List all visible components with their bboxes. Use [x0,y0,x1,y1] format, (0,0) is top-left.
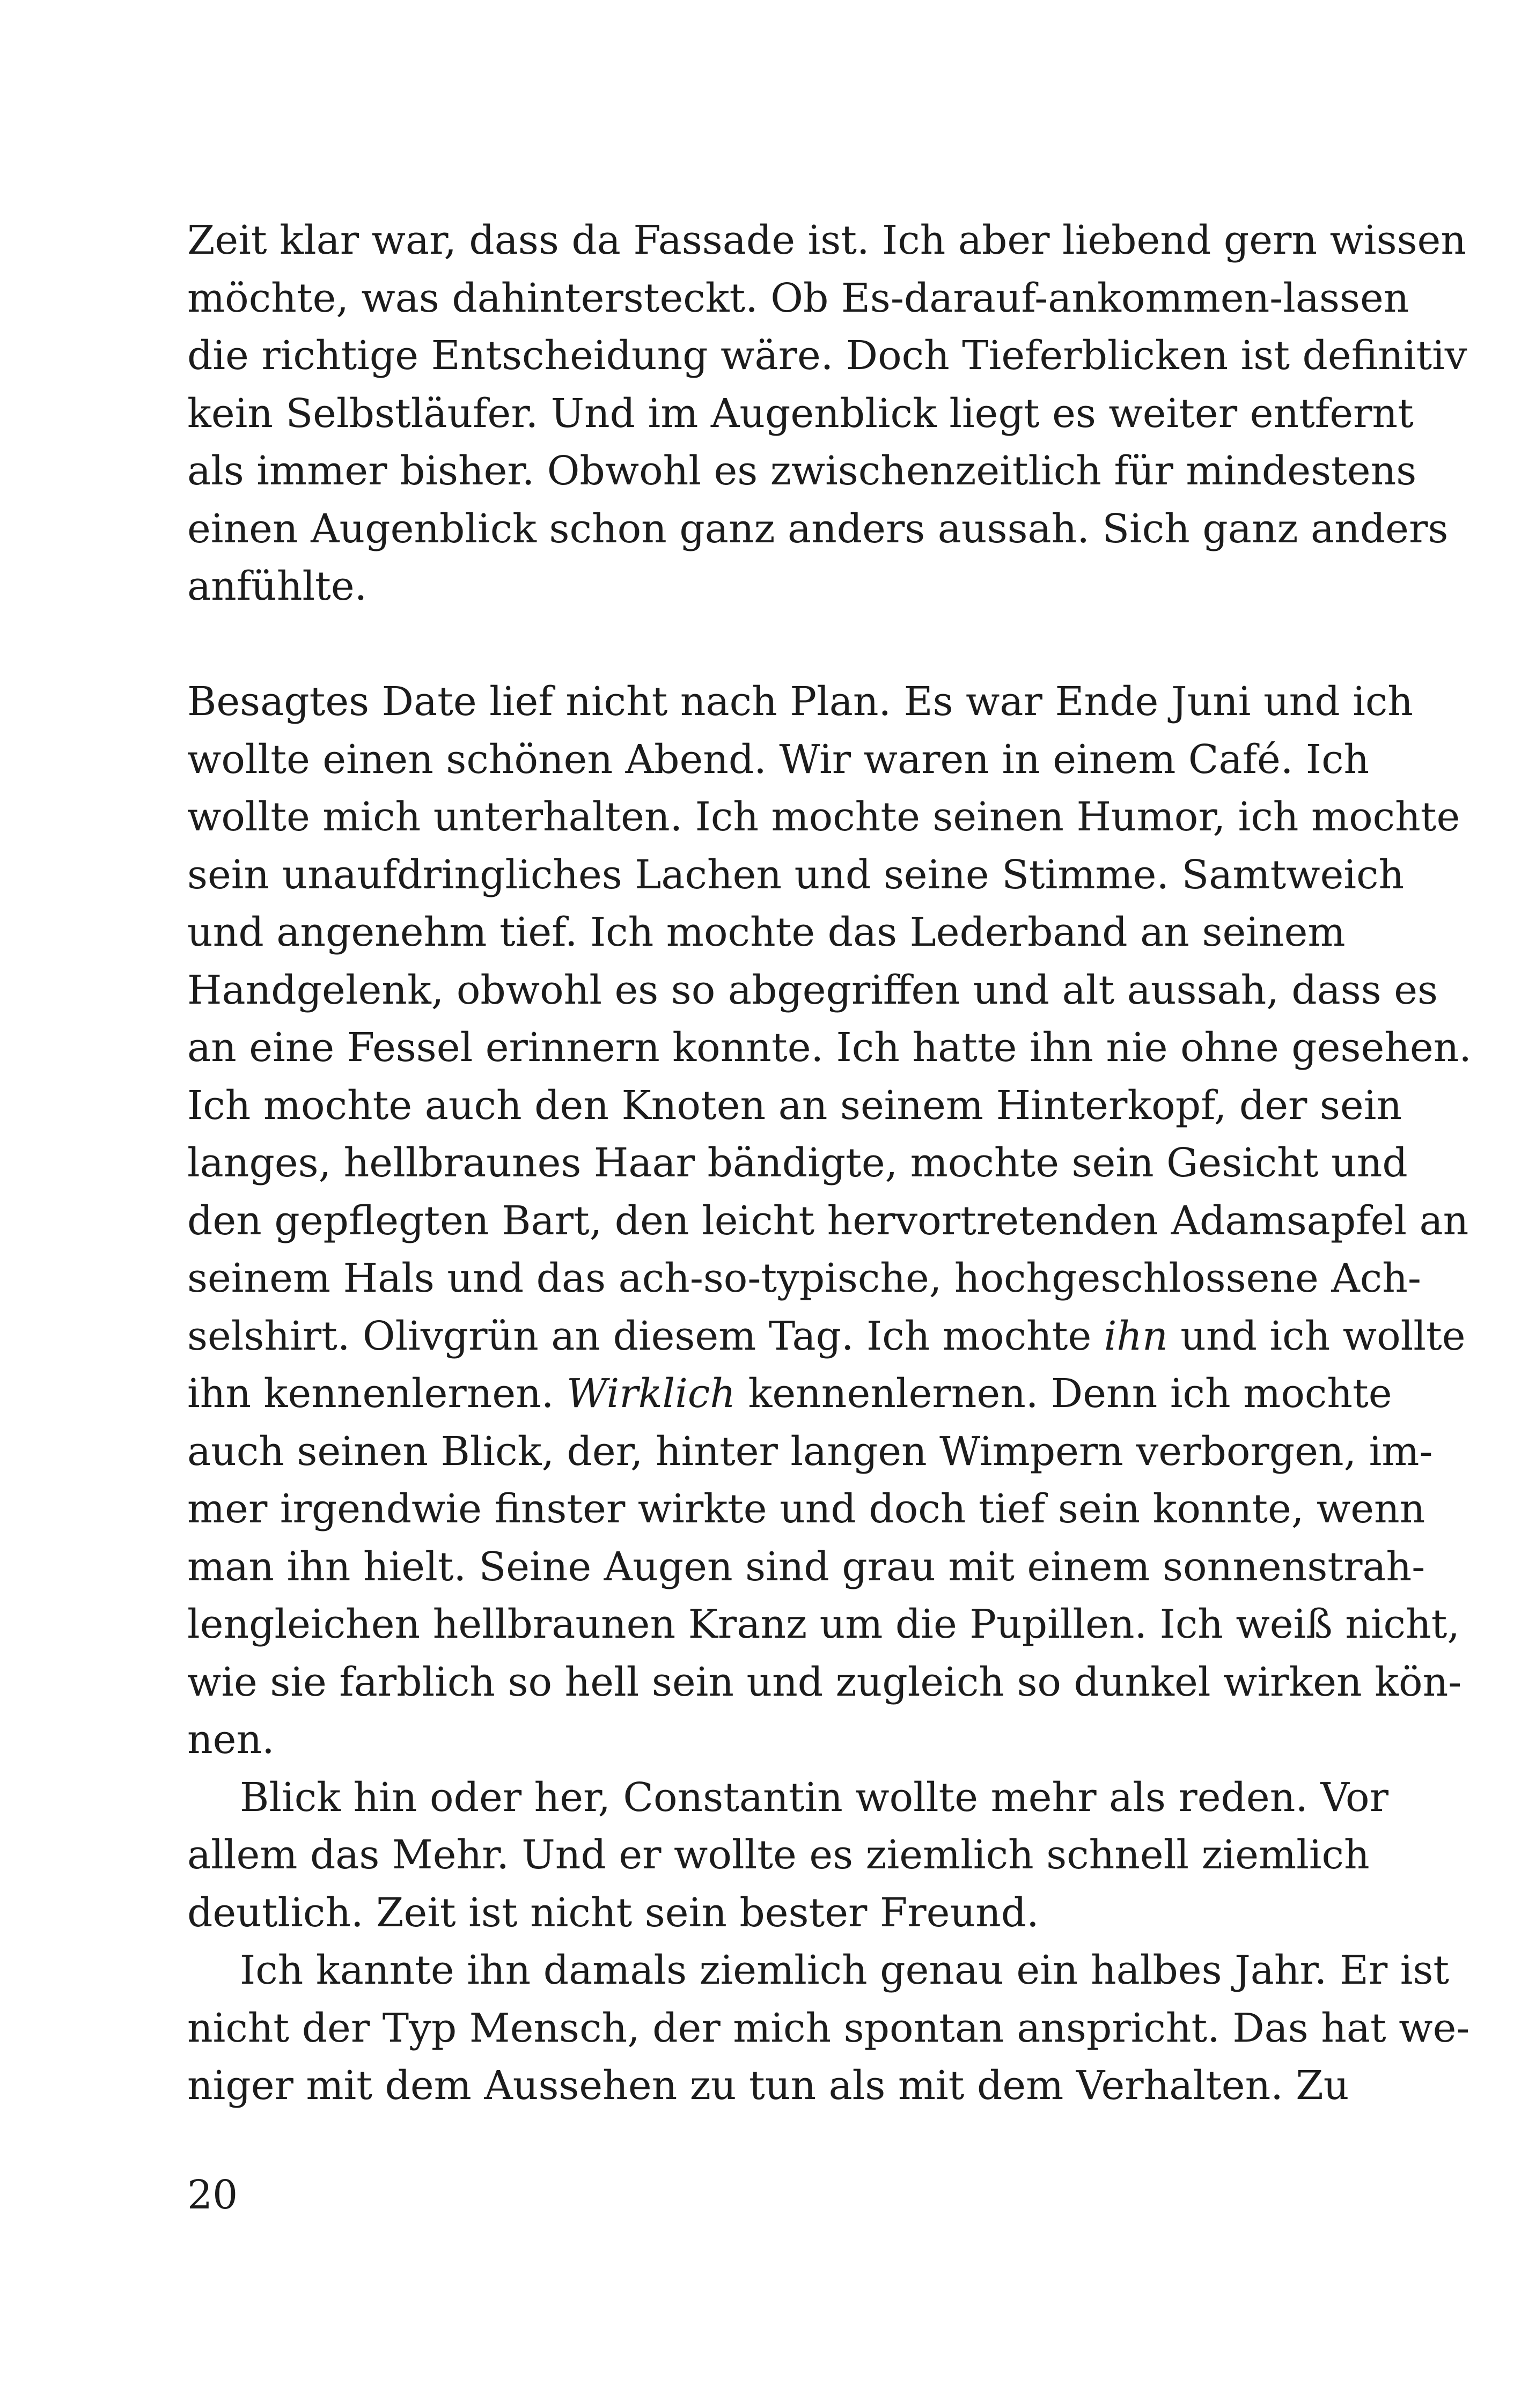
text-line [187,500,1449,558]
text-line [187,212,1467,270]
text-line [187,2000,1470,2058]
text-run: möchte, was dahintersteckt. Ob Es-darauf-ankommen-lassen [187,275,1409,321]
text-run: Zeit klar war, dass da Fassade ist. Ich aber liebend gern wissen [187,217,1467,263]
text-run: langes, hellbraunes Haar bändigte, mochte sein Gesicht und [187,1140,1408,1186]
text-run: deutlich. Zeit ist nicht sein bester Freund. [187,1889,1039,1936]
text-line [187,1827,1370,1884]
text-line [187,2057,1349,2115]
emphasis-text: Wirklich [566,1371,736,1417]
text-line [187,1135,1408,1192]
emphasis-text: ihn [1104,1313,1168,1359]
text-run: Besagtes Date lief nicht nach Plan. Es war Ende Juni und ich [187,679,1413,725]
text-line [187,1942,1450,2000]
text-line [187,558,1295,616]
text-line [187,1308,1466,1366]
text-run: sein unaufdringliches Lachen und seine Stimme. Samtweich [187,851,1405,898]
paragraph-gap [187,616,1295,674]
text-line [187,1250,1421,1308]
text-run: als immer bisher. Obwohl es zwischenzeitlich für mindestens [187,448,1417,494]
text-run: Ich mochte auch den Knoten an seinem Hinterkopf, der sein [187,1082,1402,1129]
text-line [187,1538,1426,1596]
text-line [187,1769,1388,1827]
text-line [187,1711,1295,1769]
text-run: wie sie farblich so hell sein und zugleich so dunkel wirken kön- [187,1659,1462,1705]
text-run: kein Selbstläufer. Und im Augenblick liegt es weiter entfernt [187,390,1414,437]
text-line [187,1019,1472,1077]
text-line [187,1077,1402,1135]
text-run: man ihn hielt. Seine Augen sind grau mit einem sonnenstrah- [187,1543,1426,1590]
text-run: niger mit dem Aussehen zu tun als mit dem Verhalten. Zu [187,2063,1349,2109]
body-text [187,212,1472,2115]
text-run: selshirt. Olivgrün an diesem Tag. Ich mochte [187,1313,1104,1359]
text-line [187,443,1417,500]
text-run: auch seinen Blick, der, hinter langen Wimpern verborgen, im- [187,1428,1433,1475]
text-line [187,1423,1433,1481]
text-run: nicht der Typ Mensch, der mich spontan anspricht. Das hat we- [187,2005,1470,2051]
text-line [187,1596,1460,1654]
text-run: die richtige Entscheidung wäre. Doch Tieferblicken ist definitiv [187,333,1467,379]
text-line [187,673,1413,731]
text-line [187,1365,1392,1423]
text-line [187,327,1467,385]
text-run: mer irgendwie finster wirkte und doch tief sein konnte, wenn [187,1486,1426,1532]
text-line [187,385,1414,443]
text-run: einen Augenblick schon ganz anders aussah. Sich ganz anders [187,505,1449,552]
text-run: wollte einen schönen Abend. Wir waren in einem Café. Ich [187,736,1370,783]
text-run: seinem Hals und das ach-so-typische, hochgeschlossene Ach- [187,1255,1421,1301]
text-line [187,789,1460,846]
text-run: und ich wollte [1167,1313,1466,1359]
text-line [187,1481,1426,1538]
text-line [187,1884,1295,1942]
text-line [187,962,1438,1020]
text-run: wollte mich unterhalten. Ich mochte seinen Humor, ich mochte [187,794,1460,840]
text-run: anfühlte. [187,563,368,609]
text-line [187,1192,1469,1250]
text-line [187,904,1346,962]
text-run: nen. [187,1717,275,1763]
text-run: Blick hin oder her, Constantin wollte mehr als reden. Vor [240,1774,1388,1821]
text-run: kennenlernen. Denn ich mochte [735,1371,1392,1417]
text-line [187,270,1409,328]
text-run: an eine Fessel erinnern konnte. Ich hatte ihn nie ohne gesehen. [187,1025,1472,1071]
text-run: den gepflegten Bart, den leicht hervortretenden Adamsapfel an [187,1197,1469,1244]
text-line [187,1654,1462,1712]
text-line [187,846,1405,904]
text-run: Handgelenk, obwohl es so abgegriffen und alt aussah, dass es [187,967,1438,1013]
text-run: lengleichen hellbraunen Kranz um die Pupillen. Ich weiß nicht, [187,1601,1460,1647]
text-run: ihn kennenlernen. [187,1371,567,1417]
text-line [187,731,1370,789]
text-run: allem das Mehr. Und er wollte es ziemlich schnell ziemlich [187,1832,1370,1878]
page-number: 20 [187,2172,238,2218]
text-run: Ich kannte ihn damals ziemlich genau ein halbes Jahr. Er ist [240,1947,1450,1993]
text-run: und angenehm tief. Ich mochte das Lederband an seinem [187,909,1346,955]
